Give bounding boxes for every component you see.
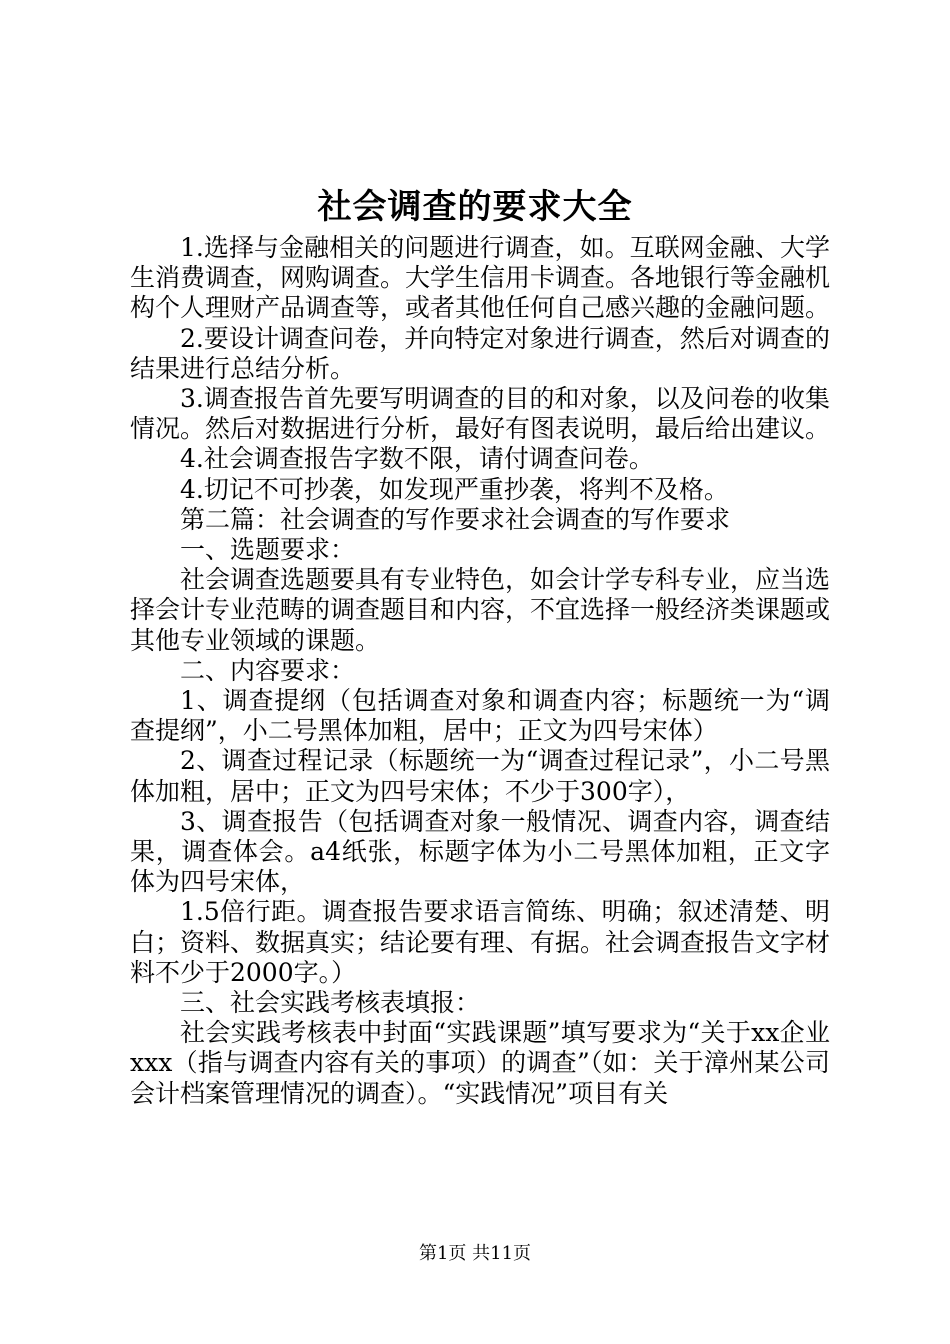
paragraph: 一、选题要求： — [180, 535, 356, 565]
paragraph: 3、调查报告（包括调查对象一般情况、调查内容，调查结果，调查体会。a4纸张，标题字体为小二号黑体加粗，正文字体为四号宋体， — [130, 806, 830, 897]
page-number-footer: 第1页 共11页 — [418, 1243, 532, 1264]
paragraph: 社会调查选题要具有专业特色，如会计学专科专业，应当选择会计专业范畴的调查题目和内容，不宜选择一般经济类课题或其他专业领域的课题。 — [130, 565, 831, 655]
paragraph: 2、调查过程记录（标题统一为“调查过程记录”，小二号黑体加粗，居中；正文为四号宋体；不少于300字）， — [130, 746, 830, 806]
document-body — [130, 233, 830, 1109]
paragraph: 1、调查提纲（包括调查对象和调查内容；标题统一为“调查提纲”，小二号黑体加粗，居中；正文为四号宋体） — [130, 686, 830, 746]
paragraph: 3.调查报告首先要写明调查的目的和对象，以及问卷的收集情况。然后对数据进行分析，最好有图表说明，最后给出建议。 — [130, 384, 831, 444]
paragraph: 社会实践考核表中封面“实践课题”填写要求为“关于xx企业xxx（指与调查内容有关的事项）的调查”（如：关于漳州某公司会计档案管理情况的调查）。“实践情况”项目有关 — [130, 1018, 830, 1108]
paragraph: 1.5倍行距。调查报告要求语言简练、明确；叙述清楚、明白；资料、数据真实；结论要有理、有据。社会调查报告文字材料不少于2000字。） — [130, 897, 831, 987]
paragraph: 4.切记不可抄袭，如发现严重抄袭，将判不及格。 — [180, 474, 729, 504]
paragraph: 第二篇：社会调查的写作要求社会调查的写作要求 — [180, 504, 731, 534]
paragraph: 1.选择与金融相关的问题进行调查，如。互联网金融、大学生消费调查，网购调查。大学生信用卡调查。各地银行等金融机构个人理财产品调查等，或者其他任何自己感兴趣的金融问题。 — [130, 233, 831, 323]
paragraph: 三、社会实践考核表填报： — [180, 988, 481, 1018]
paragraph: 二、内容要求： — [180, 655, 356, 685]
paragraph: 2.要设计调查问卷，并向特定对象进行调查，然后对调查的结果进行总结分析。 — [130, 323, 830, 383]
paragraph: 4.社会调查报告字数不限，请付调查问卷。 — [180, 444, 654, 474]
page-title: 社会调查的要求大全 — [317, 187, 633, 227]
